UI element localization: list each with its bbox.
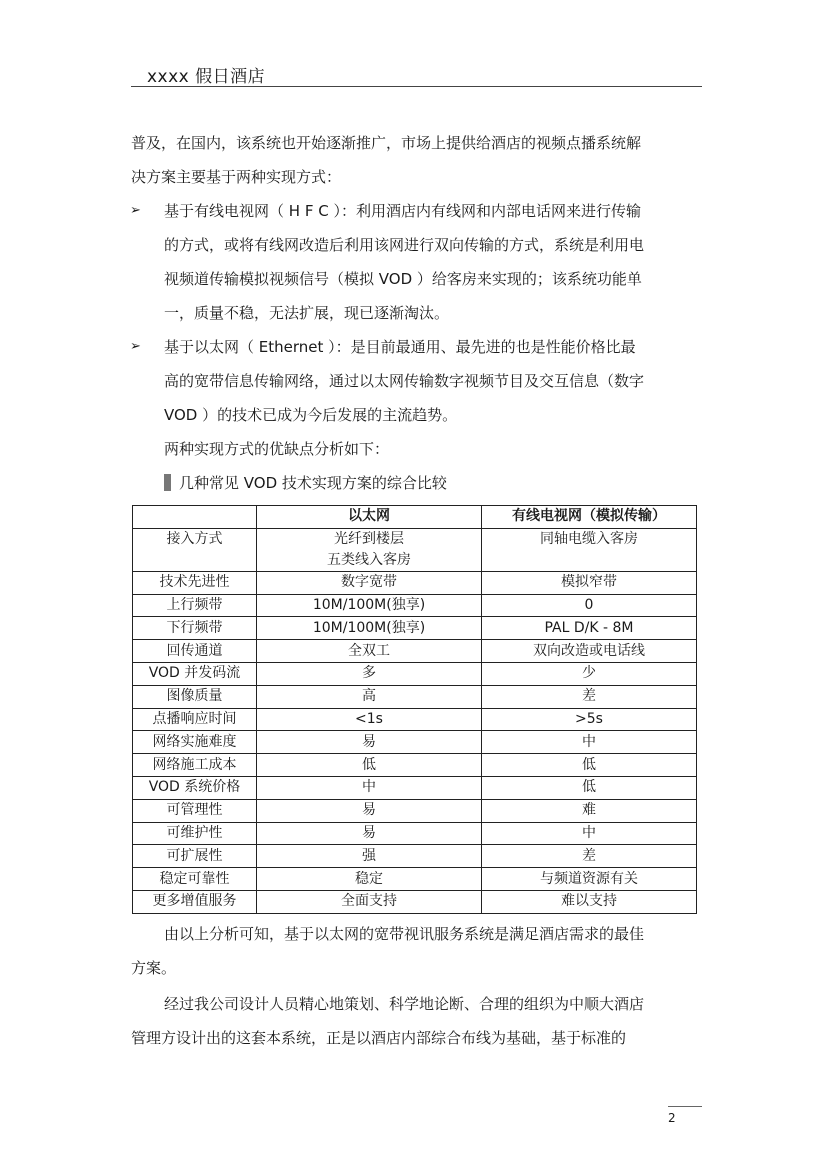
table-cell: 多 <box>257 662 482 685</box>
table-cell: 全双工 <box>257 640 482 663</box>
table-cell: 低 <box>482 776 697 799</box>
bullet-line: VOD ）的技术已成为今后发展的主流趋势。 <box>164 406 458 424</box>
arrow-bullet-icon: ➢ <box>130 339 141 354</box>
analysis-line: 两种实现方式的优缺点分析如下： <box>164 440 390 458</box>
table-cell: 难以支持 <box>482 890 697 913</box>
intro-line: 决方案主要基于两种实现方式： <box>131 168 342 186</box>
table-body <box>133 528 697 913</box>
bullet-line: 一，质量不稳，无法扩展，现已逐渐淘汰。 <box>164 304 450 322</box>
table-cell: 中 <box>257 776 482 799</box>
table-cell: 高 <box>257 685 482 708</box>
body-content <box>131 126 697 500</box>
table-cell: 回传通道 <box>133 640 257 663</box>
table-cell: 网络实施难度 <box>133 731 257 754</box>
table-row <box>133 776 697 799</box>
footer-divider <box>668 1106 702 1107</box>
bullet-line: 的方式，或将有线网改造后利用该网进行双向传输的方式，系统是利用电 <box>164 236 645 254</box>
after-table-content <box>131 917 697 1055</box>
table-row <box>133 594 697 617</box>
table-header-row <box>133 506 697 529</box>
table-cell: 上行频带 <box>133 594 257 617</box>
header-title: xxxx 假日酒店 <box>147 67 266 87</box>
conclusion-line: 由以上分析可知，基于以太网的宽带视讯服务系统是满足酒店需求的最佳 <box>164 925 645 943</box>
table-cell: 点播响应时间 <box>133 708 257 731</box>
table-row <box>133 731 697 754</box>
bullet-line: 视频道传输模拟视频信号（模拟 VOD ）给客房来实现的；该系统功能单 <box>164 270 642 288</box>
table-cell: 难 <box>482 799 697 822</box>
table-cell: 接入方式 <box>133 528 257 571</box>
table-cell: <1s <box>257 708 482 731</box>
table-header-cell <box>133 506 257 529</box>
table-header-cell: 有线电视网（模拟传输） <box>482 506 697 529</box>
table-row <box>133 640 697 663</box>
table-cell: 光纤到楼层 五类线入客房 <box>257 528 482 571</box>
comparison-table <box>132 505 697 914</box>
bullet-line: 基于有线电视网（ H F C ）：利用酒店内有线网和内部电话网来进行传输 <box>164 202 641 220</box>
bullet-item-ethernet <box>131 330 697 432</box>
table-cell: 易 <box>257 799 482 822</box>
table-caption <box>131 466 697 500</box>
conclusion-line: 方案。 <box>131 959 177 977</box>
table-row <box>133 868 697 891</box>
table-cell: 10M/100M(独享) <box>257 594 482 617</box>
table-caption-text: 几种常见 VOD 技术实现方案的综合比较 <box>179 474 447 492</box>
table-row <box>133 754 697 777</box>
table-cell: 10M/100M(独享) <box>257 617 482 640</box>
table-cell: >5s <box>482 708 697 731</box>
page-number: 2 <box>668 1111 676 1125</box>
table-row <box>133 662 697 685</box>
table-cell: 差 <box>482 685 697 708</box>
table-cell: 强 <box>257 845 482 868</box>
table-cell: 模拟窄带 <box>482 571 697 594</box>
table-cell: 全面支持 <box>257 890 482 913</box>
arrow-bullet-icon: ➢ <box>130 203 141 218</box>
table-cell: 低 <box>482 754 697 777</box>
table-cell: 可管理性 <box>133 799 257 822</box>
table-cell: 低 <box>257 754 482 777</box>
table-cell: 易 <box>257 731 482 754</box>
table-cell: 中 <box>482 822 697 845</box>
table-cell: 同轴电缆入客房 <box>482 528 697 571</box>
table-row <box>133 685 697 708</box>
table-header-cell: 以太网 <box>257 506 482 529</box>
table-row <box>133 890 697 913</box>
table-row <box>133 822 697 845</box>
table-cell: 中 <box>482 731 697 754</box>
table-row <box>133 528 697 571</box>
table-cell: PAL D/K - 8M <box>482 617 697 640</box>
table-cell: 双向改造或电话线 <box>482 640 697 663</box>
table-cell: 网络施工成本 <box>133 754 257 777</box>
table-cell: 少 <box>482 662 697 685</box>
table-cell: 技术先进性 <box>133 571 257 594</box>
closing-line: 经过我公司设计人员精心地策划、科学地论断、合理的组织为中顺大酒店 <box>164 995 645 1013</box>
table-cell: 图像质量 <box>133 685 257 708</box>
table-cell: 差 <box>482 845 697 868</box>
table-cell: 稳定 <box>257 868 482 891</box>
table-row <box>133 617 697 640</box>
table-cell: 数字宽带 <box>257 571 482 594</box>
bullet-item-hfc <box>131 194 697 330</box>
caption-bar-icon <box>164 474 171 491</box>
intro-line: 普及，在国内，该系统也开始逐渐推广，市场上提供给酒店的视频点播系统解 <box>131 134 642 152</box>
bullet-line: 基于以太网（ Ethernet ）：是目前最通用、最先进的也是性能价格比最 <box>164 338 636 356</box>
table-row <box>133 708 697 731</box>
header-divider <box>131 86 702 87</box>
table-cell: 易 <box>257 822 482 845</box>
table-cell: VOD 并发码流 <box>133 662 257 685</box>
table-cell: 稳定可靠性 <box>133 868 257 891</box>
table-cell: 可维护性 <box>133 822 257 845</box>
table-cell: VOD 系统价格 <box>133 776 257 799</box>
bullet-line: 高的宽带信息传输网络，通过以太网传输数字视频节目及交互信息（数字 <box>164 372 645 390</box>
table-cell: 0 <box>482 594 697 617</box>
table-cell: 可扩展性 <box>133 845 257 868</box>
table-cell: 下行频带 <box>133 617 257 640</box>
table-cell: 更多增值服务 <box>133 890 257 913</box>
table-row <box>133 571 697 594</box>
table-row <box>133 799 697 822</box>
table-row <box>133 845 697 868</box>
closing-line: 管理方设计出的这套本系统，正是以酒店内部综合布线为基础，基于标准的 <box>131 1029 627 1047</box>
table-cell: 与频道资源有关 <box>482 868 697 891</box>
